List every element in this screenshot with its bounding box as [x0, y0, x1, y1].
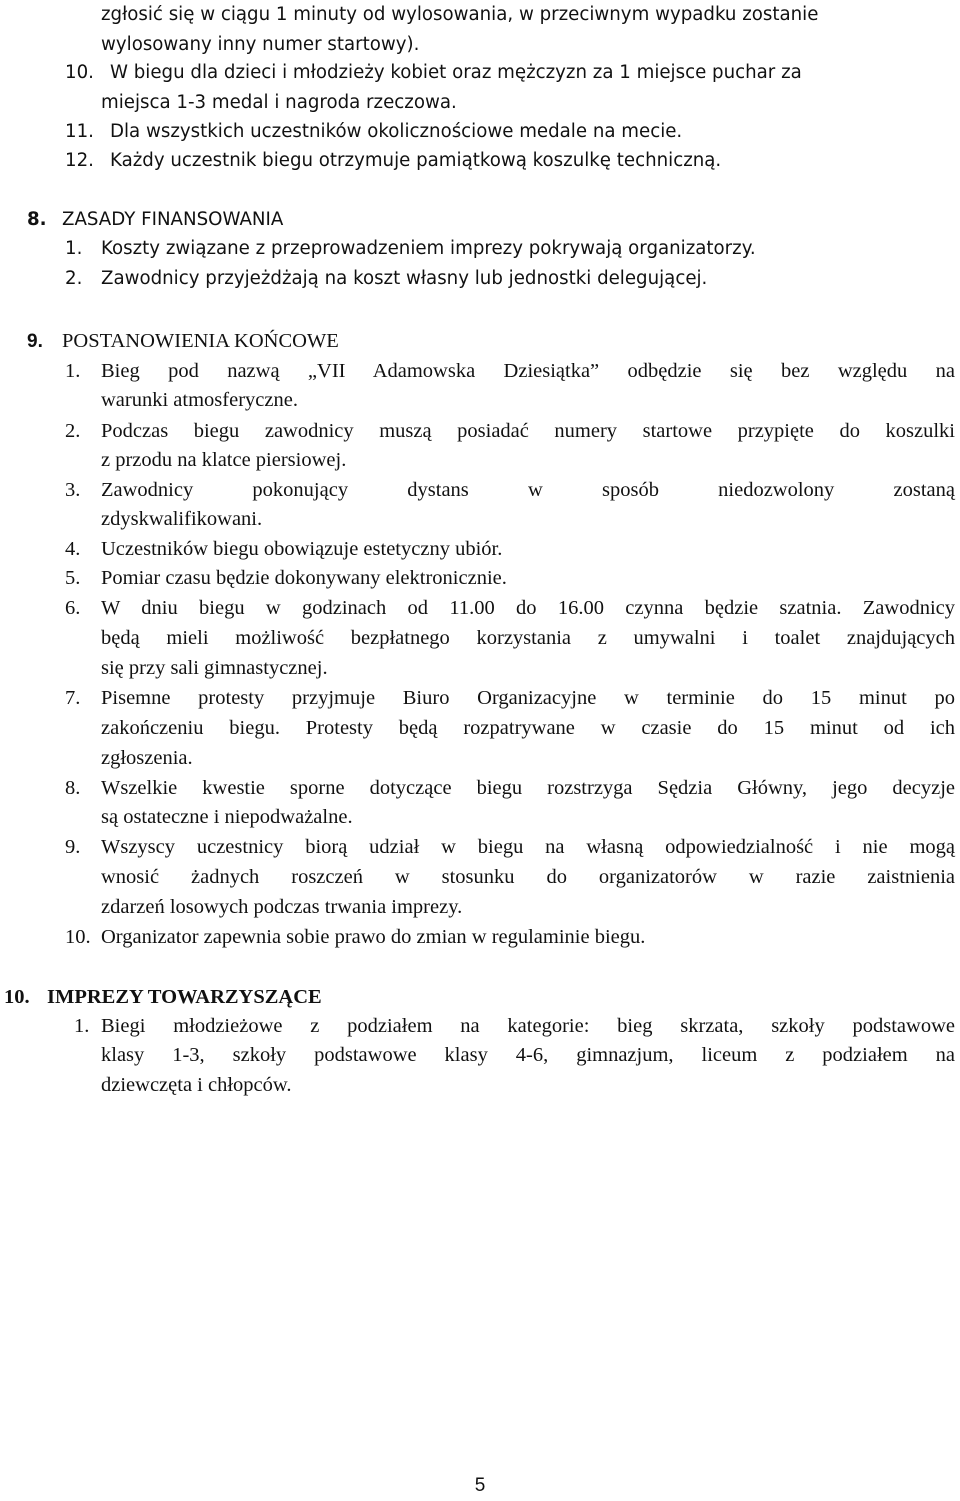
page-number: 5	[474, 1475, 486, 1496]
item-text: Pomiar czasu będzie dokonywany elektronicznie.	[101, 567, 507, 589]
item-text-cont: z przodu na klatce piersiowej.	[101, 449, 347, 471]
item-text: Zawodnicy przyjeżdżają na koszt własny lub jednostki delegującej.	[101, 268, 708, 289]
item-text: Bieg pod nazwą „VII Adamowska Dziesiątka” odbędzie się bez względu na	[101, 360, 955, 382]
item-number: 12.	[65, 150, 94, 171]
item-number: 2.	[65, 420, 81, 442]
item-text: Biegi młodzieżowe z podziałem na kategorie: bieg skrzata, szkoły podstawowe	[101, 1015, 955, 1037]
item-text: Podczas biegu zawodnicy muszą posiadać numery startowe przypięte do koszulki	[101, 420, 955, 442]
item-text: Koszty związane z przeprowadzeniem imprezy pokrywają organizatorzy.	[101, 238, 756, 259]
item-text: Organizator zapewnia sobie prawo do zmian w regulaminie biegu.	[101, 926, 646, 948]
item-text-cont: klasy 1-3, szkoły podstawowe klasy 4-6, gimnazjum, liceum z podziałem na	[101, 1044, 955, 1066]
item-number: 3.	[65, 479, 81, 501]
item-text: Dla wszystkich uczestników okolicznościowe medale na mecie.	[110, 121, 683, 142]
item-number: 9.	[65, 836, 81, 858]
item-text: Zawodnicy pokonujący dystans w sposób niedozwolony zostaną	[101, 479, 955, 501]
item-number: 5.	[65, 567, 81, 589]
item-number: 7.	[65, 687, 81, 709]
section-title: IMPREZY TOWARZYSZĄCE	[47, 986, 322, 1008]
item-text-cont: miejsca 1-3 medal i nagroda rzeczowa.	[101, 92, 457, 113]
section-number: 8.	[27, 209, 47, 230]
item-text: Każdy uczestnik biegu otrzymuje pamiątkową koszulkę techniczną.	[110, 150, 722, 171]
section-title: ZASADY FINANSOWANIA	[62, 209, 284, 230]
section-number: 10.	[4, 986, 30, 1008]
item-text: Wszyscy uczestnicy biorą udział w biegu na własną odpowiedzialność i nie mogą	[101, 836, 955, 858]
item-number: 6.	[65, 597, 81, 619]
item-text-cont: zdyskwalifikowani.	[101, 508, 263, 530]
section-number: 9.	[27, 331, 43, 352]
item-number: 11.	[65, 121, 94, 142]
item-text-cont: zdarzeń losowych podczas trwania imprezy.	[101, 896, 463, 918]
item-text-cont: zakończeniu biegu. Protesty będą rozpatrywane w czasie do 15 minut od ich	[101, 717, 955, 739]
item-text: W dniu biegu w godzinach od 11.00 do 16.00 czynna będzie szatnia. Zawodnicy	[101, 597, 955, 619]
item-number: 10.	[65, 62, 94, 83]
item-text: Uczestników biegu obowiązuje estetyczny ubiór.	[101, 538, 503, 560]
item-number: 4.	[65, 538, 81, 560]
section-title: POSTANOWIENIA KOŃCOWE	[62, 330, 339, 352]
item-text-cont: dziewczęta i chłopców.	[101, 1074, 292, 1096]
item-text-cont: się przy sali gimnastycznej.	[101, 657, 328, 679]
item-text: W biegu dla dzieci i młodzieży kobiet oraz mężczyzn za 1 miejsce puchar za	[110, 62, 802, 83]
item-number: 1.	[74, 1015, 90, 1037]
item-text-cont: wnosić żadnych roszczeń w stosunku do organizatorów w razie zaistnienia	[101, 866, 955, 888]
item-number: 2.	[65, 268, 83, 289]
item-text-cont: zgłoszenia.	[101, 747, 193, 769]
item-text-cont: są ostateczne i niepodważalne.	[101, 806, 353, 828]
item-text: Pisemne protesty przyjmuje Biuro Organizacyjne w terminie do 15 minut po	[101, 687, 955, 709]
item-number: 10.	[65, 926, 91, 948]
item-number: 1.	[65, 360, 81, 382]
item-number: 8.	[65, 777, 81, 799]
continuation-line-1: zgłosić się w ciągu 1 minuty od wylosowania, w przeciwnym wypadku zostanie	[101, 4, 819, 25]
continuation-line-2: wylosowany inny numer startowy).	[101, 34, 420, 55]
item-text-cont: warunki atmosferyczne.	[101, 389, 298, 411]
item-text-cont: będą mieli możliwość bezpłatnego korzystania z umywalni i toalet znajdujących	[101, 627, 955, 649]
item-number: 1.	[65, 238, 83, 259]
item-text: Wszelkie kwestie sporne dotyczące biegu rozstrzyga Sędzia Główny, jego decyzje	[101, 777, 955, 799]
